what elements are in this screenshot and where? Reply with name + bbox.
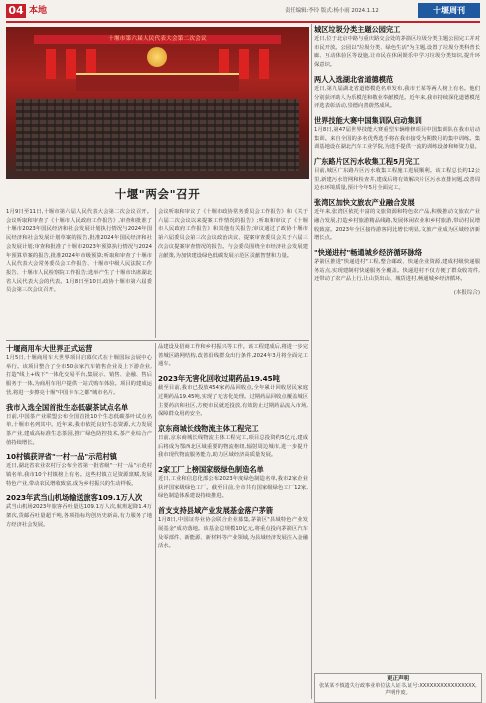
- news-body: 日前,京东商城长线物流主体工程完工,项目总投资约5亿元,建成后将成为鄂西北区域重要的物流枢纽,辐射周边城市,进一步提升我市现代物流服务能力,助力区域经济高质量发展。: [158, 434, 308, 459]
- news-title: "快递进村"畅通城乡经济循环脉络: [314, 247, 423, 257]
- news-item: [314, 156, 480, 193]
- news-body: 日前,中国茶产业联盟公布全国首批10个生态低碳茶叶试点名单,十堰市名列其中。近年来,我市依托良好生态资源,大力发展茶产业,建成高标准生态茶园,推广绿色防控技术,茶产业综合产值持续增长。: [6, 413, 152, 446]
- brand-badge: 十堰周刊: [418, 3, 480, 18]
- news-item: [158, 505, 308, 551]
- news-body: 品建设及招商工作和乡村振兴等工作。该工程建成后,将进一步完善城区路网结构,改善沿线群众出行条件,2024年3月将全面完工通车。: [158, 344, 308, 368]
- flag-icon: [46, 49, 56, 79]
- news-title: 2023年无害化回收过期药品19.45吨: [158, 374, 280, 384]
- right-news-column: [314, 24, 480, 666]
- photo-banner: 十堰市第六届人民代表大会第二次会议: [34, 35, 281, 44]
- lead-text-left: 1月9日至11日,十堰市第六届人民代表大会第二次会议召开。会议听取和审查了《十堰市人民政府工作报告》,审查和批准了十堰市2023年国民经济和社会发展计划执行情况与2024年国民经济和社会发展计划草案的报告,批准2024年国民经济和社会发展计划;审查和批准了十堰市2023年预算执行情况与2024年预算草案的报告,批准2024年市级预算;听取和审查了十堰市人民代表大会常务委员会工作报告、十堰市中级人民法院工作报告、十堰市人民检察院工作报告;选举产生了十堰市出席湖北省人民代表大会的代表。1月8日至10日,政协十堰市第六届委员会第三次会议召开。: [6, 209, 152, 294]
- news-item: [158, 423, 308, 460]
- news-title: 世界技能大赛中国集训队启动集训: [314, 115, 422, 125]
- column-divider: [155, 343, 156, 699]
- column-divider: [311, 24, 312, 699]
- news-item: [314, 247, 480, 284]
- page-headline: 十堰"两会"召开: [114, 187, 201, 201]
- news-body: 1月8日,中国证券业协会联合企业募集,茅箭区"县域特色产业发展基金"成功落地。该基金总规模10亿元,将重点投向茅箭区汽车及零部件、新能源、新材料等产业领域,为县域经济发展注入金融活水。: [158, 517, 308, 550]
- source-credit: (本报综合): [453, 290, 480, 297]
- news-item: [6, 492, 152, 529]
- news-title: 十堰商用车大世界正式运营: [6, 344, 93, 353]
- flag-icon: [66, 49, 76, 79]
- news-title: 2家工厂上榜国家级绿色制造名单: [158, 465, 264, 475]
- news-body: 近日,工业和信息化部公布2023年度绿色制造名单,我市2家企业获评国家级绿色工厂。截至目前,全市共有国家级绿色工厂12家,绿色制造体系建设持续推进。: [158, 476, 308, 500]
- news-body: 茅箭区推进"快递进村"工程,整合邮政、快递企业资源,建成村级快递服务站点,实现建制村快递服务全覆盖。快递进村不仅方便了群众收寄件,还带动了农产品上行,让山货出山、城货进村,畅通城乡经济循环。: [314, 258, 480, 283]
- news-item: [6, 343, 152, 398]
- news-item: [6, 451, 152, 488]
- lead-divider: [155, 208, 156, 338]
- left-news-column: [6, 343, 152, 699]
- flag-icon: [239, 49, 249, 79]
- editor-line: 责任编辑:李玲 版式:杨小雨 2024.1.12: [285, 8, 379, 14]
- news-body: 近日,第九届湖北省道德模范名单发布,我市王某等两人榜上有名。他们分别获评助人为乐模范和敬业奉献模范。近年来,我市持续深化道德模范评选表彰活动,崇德向善蔚然成风。: [314, 85, 480, 110]
- page-number: 04: [6, 4, 26, 18]
- news-item: [314, 197, 480, 243]
- news-title: 2023年武当山机场输送旅客109.1万人次: [6, 493, 143, 503]
- stage-podium: [76, 73, 239, 91]
- news-title: 广东路片区污水收集工程5月完工: [314, 157, 420, 167]
- news-body: 近日,位于北京中路与重庆路交会处的茅箭区垃圾分类主题公园完工并对市民开放。公园以"垃圾分类、绿色生活"为主题,设置了垃圾分类科普长廊、互动体验区等设施,让市民在休闲娱乐中学习垃圾分类知识,提升环保意识。: [314, 36, 480, 69]
- news-title: 10村镇获评省"一村一品"示范村镇: [6, 452, 117, 462]
- emblem-icon: [147, 47, 167, 67]
- news-item: [158, 373, 308, 419]
- news-item: [158, 464, 308, 501]
- section-label: 本地: [29, 6, 48, 16]
- news-title: 两人入选湖北省道德模范: [314, 74, 394, 84]
- middle-news-column: [158, 343, 308, 699]
- news-item: [314, 24, 480, 70]
- news-body: 近日,湖北省农业农村厅公布全省第一批省级"一村一品"示范村镇名单,我市10个村镇榜上有名。这些村镇立足资源禀赋,发展特色产业,带动农民增收致富,成为乡村振兴的生动样板。: [6, 463, 152, 487]
- notice-box: [314, 673, 482, 703]
- news-title: 我市入选全国首批生态低碳茶试点名单: [6, 402, 129, 412]
- news-title: 京东商城长线物流主体工程完工: [158, 423, 259, 433]
- news-title: 首支支持县域产业发展基金落户茅箭: [158, 506, 274, 516]
- notice-line: 张某某不慎遗失行政事业单位法人证书,证号:XXXXXXXXXXXXXXXX,: [319, 683, 477, 689]
- news-body: 1月5日,十堰商用车大世界项目启幕仪式在十堰国际会展中心举行。该项目整合了全市50余家汽车销售企业及上下游企业,打造"线上+线下"一体化交易平台,集展示、销售、金融、售后服务于一体,为商用车用户提供一站式购车体验。项目的建成运营,将进一步擦亮十堰"中国卡车之都"城市名片。: [6, 355, 152, 396]
- notice-line: 声明作废。: [385, 690, 411, 696]
- news-title: 城区垃圾分类主题公园完工: [314, 25, 401, 34]
- notice-heading: 更正声明: [386, 676, 409, 682]
- news-body: 1月8日,第47届世界技能大赛重型车辆维修项目中国集训队在我市启动集训。来自全国的多名优秀选手将在我市接受为期数月的集中训练。集训基地设在湖北汽车工业学院,为选手提供一流的训练设备和师资力量。: [314, 126, 480, 151]
- news-title: 张湾区加快文旅农产业融合发展: [314, 198, 415, 208]
- news-item: [6, 402, 152, 448]
- news-body: 截至目前,我市已投放454家药品回收点,全年累计回收居民家庭过期药品19.45吨,实现了无害化处理。过期药品回收点覆盖城区主要药店和社区,方便市民就近投放,有效防止过期药品流入市场,保障群众用药安全。: [158, 385, 308, 418]
- lead-bottom-rule: [6, 340, 309, 341]
- news-item: [314, 115, 480, 152]
- news-body: 目前,城区广东路片区污水收集工程施工进展顺利。该工程总长约12公里,新建污水管网和检查井,建成后将有效解决片区污水直排问题,改善周边水环境质量,预计今年5月全面完工。: [314, 168, 480, 192]
- news-body: 武当山机场2023年旅客吞吐量达109.1万人次,航班起降1.4万架次,货邮吞吐量超千吨,各项指标均创历史新高,有力服务了地方经济社会发展。: [6, 504, 152, 528]
- flag-icon: [259, 49, 269, 79]
- audience-seats-overlay: [16, 99, 299, 171]
- header-rule: [6, 21, 480, 23]
- news-body: 近年来,张湾区依托丰富的文旅资源和特色农产品,积极推动文旅农产业融合发展,打造乡村旅游精品线路,发展休闲农业和乡村旅游,带动村民增收致富。2023年全区接待游客同比增长明显,文旅产业成为区域经济新增长点。: [314, 209, 480, 242]
- lead-text-right: 会议听取和审议了《十堰市政协常务委员会工作报告》和《关于六届二次会议以来提案工作情况的报告》;听取和审议了《十堰市人民政府工作报告》和其他有关报告;审议通过了政协十堰市第六届委员会第三次会议政治决议、提案审查委员会关于六届三次会议提案审查情况的报告。与会委员围绕全市经济社会发展建言献策,为加快建设绿色低碳发展示范区贡献智慧和力量。: [158, 209, 308, 259]
- hero-photo: [6, 27, 309, 179]
- news-item: [314, 74, 480, 111]
